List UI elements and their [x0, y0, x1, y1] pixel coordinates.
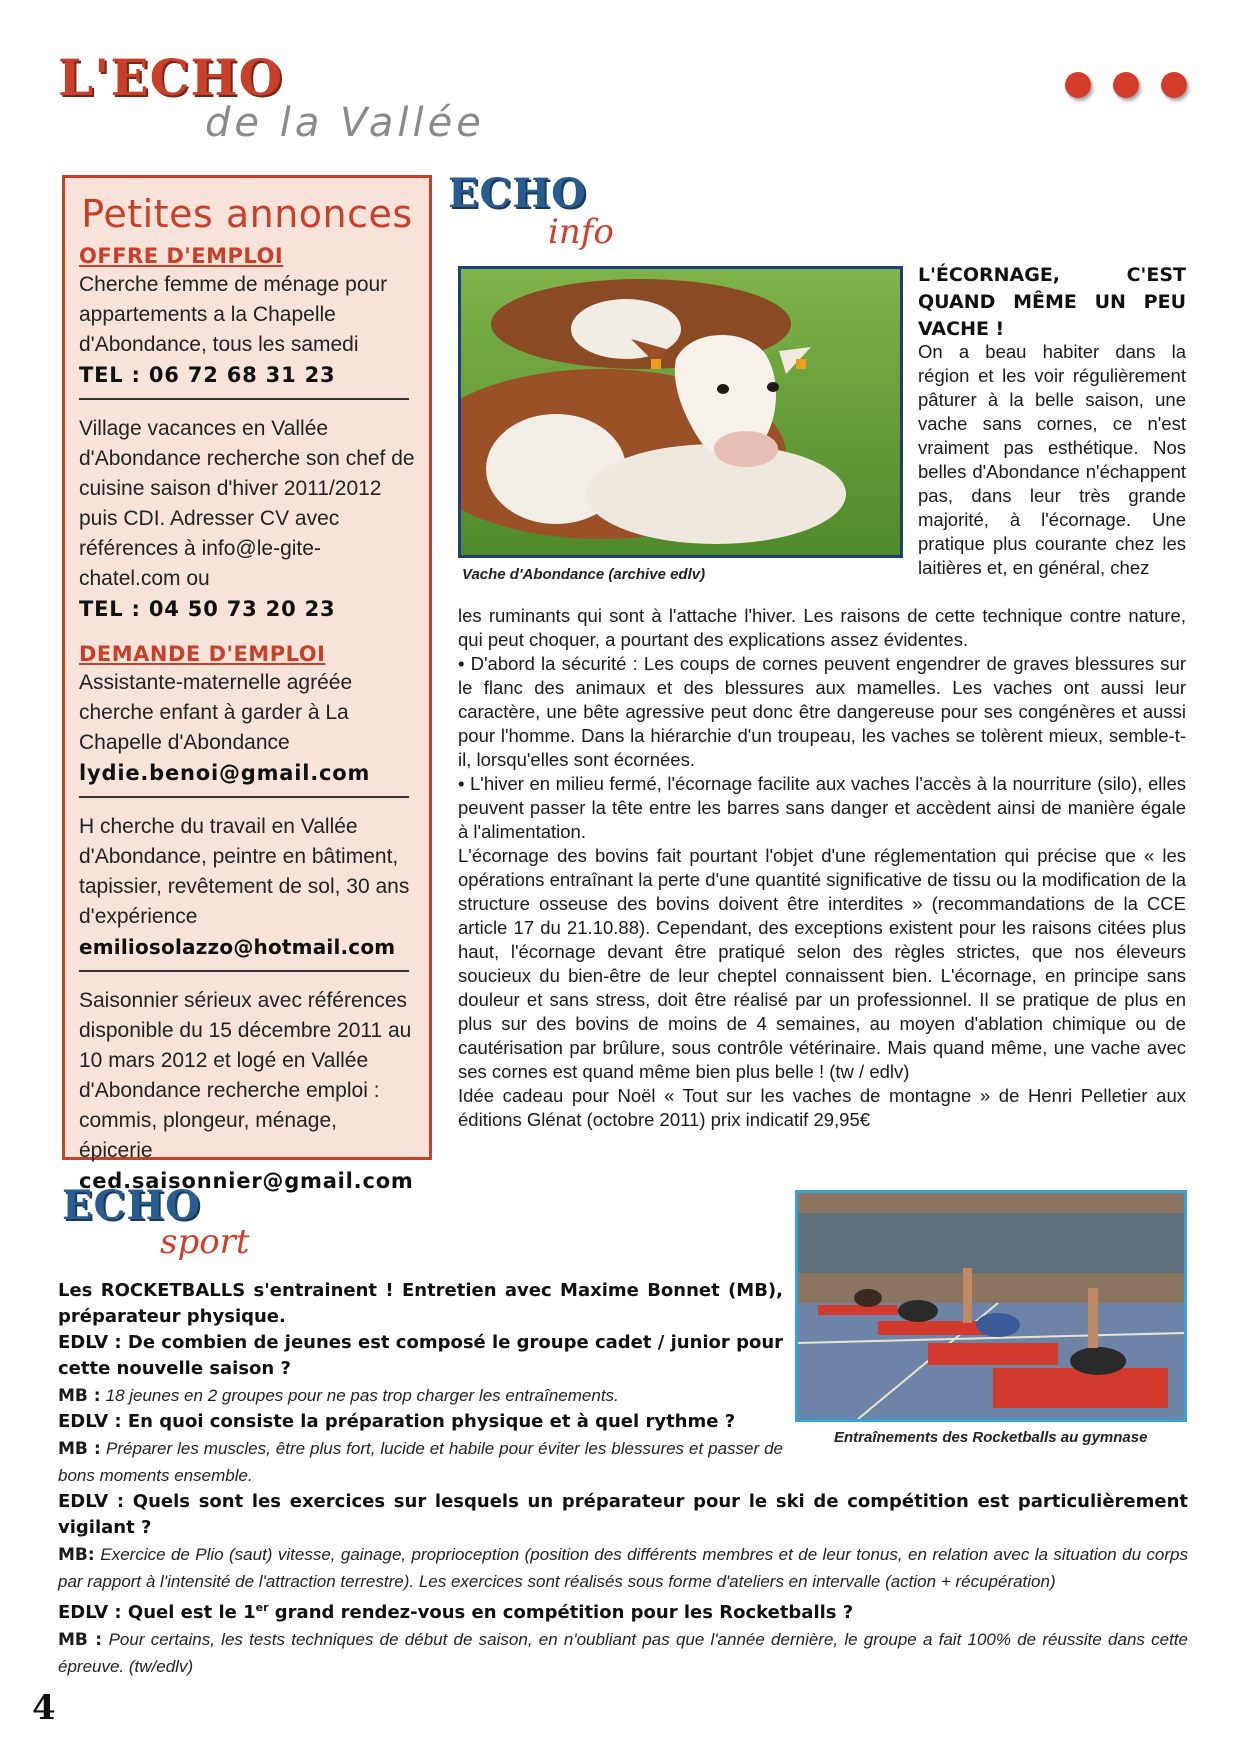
answer-label: MB : — [58, 1439, 101, 1459]
demand-heading: DEMANDE D'EMPLOI — [79, 642, 326, 666]
article-body — [458, 604, 1186, 1132]
answer-text: 18 jeunes en 2 groupes pour ne pas trop charger les entraînements. — [105, 1386, 619, 1405]
echo-sport-heading: ECHO — [62, 1182, 201, 1229]
interview-question: EDLV : Quels sont les exercices sur lesquels un préparateur pour le ski de compétition est particulièrement vigilant ? — [58, 1491, 1188, 1538]
dot-icon — [1161, 72, 1187, 98]
decorative-dots — [1065, 72, 1187, 98]
masthead-title: L'ECHO — [58, 48, 284, 107]
echo-info-subheading: info — [548, 212, 614, 252]
answer-text: Pour certains, les tests techniques de début de saison, en n'oubliant pas que l'année dernière, le groupe a fait 100% de réussite dans cette épreuve. (tw/edlv) — [58, 1630, 1188, 1676]
dot-icon — [1113, 72, 1139, 98]
demand-2-contact[interactable]: emiliosolazzo@hotmail.com — [79, 935, 396, 959]
demand-3-contact[interactable]: ced.saisonnier@gmail.com — [79, 1169, 414, 1193]
cow-photo — [458, 266, 903, 558]
interview-question: EDLV : En quoi consiste la préparation physique et à quel rythme ? — [58, 1411, 736, 1432]
classifieds-box — [62, 175, 432, 1193]
interview-question: EDLV : De combien de jeunes est composé le groupe cadet / junior pour cette nouvelle saison ? — [58, 1332, 784, 1379]
cow-image-icon — [461, 269, 900, 555]
answer-text: Exercice de Plio (saut) vitesse, gainage, proprioception (position des différents membres et de leur tonus, en relation avec la situation du corps par rapport à l'intensité de l'attraction terrestre). Les exercices sont réalisés sous forme d'ateliers en intervalle (action + récupération) — [58, 1545, 1188, 1591]
interview-answer — [58, 1541, 1188, 1595]
demand-1-contact[interactable]: lydie.benoi@gmail.com — [79, 761, 371, 785]
echo-info-heading: ECHO — [448, 170, 587, 217]
answer-label: MB : — [58, 1386, 101, 1406]
article-paragraph: • L'hiver en milieu fermé, l'écornage facilite aux vaches l'accès à la nourriture (silo), elles peuvent passer la tête entre les barres sans danger et accèdent ainsi de manière égale à l'alimentation. — [458, 773, 1186, 842]
article-paragraph: les ruminants qui sont à l'attache l'hiver. Les raisons de cette technique contre nature, qui peut choquer, a pourtant des explications assez évidentes. — [458, 605, 1186, 650]
offer-1-contact: TEL : 06 72 68 31 23 — [79, 363, 336, 387]
question-text: EDLV : Quel est le 1 — [58, 1602, 256, 1623]
sport-interview — [58, 1278, 1188, 1680]
interview-question — [58, 1595, 1188, 1626]
demand-2-text: H cherche du travail en Vallée d'Abondance, peintre en bâtiment, tapissier, revêtement de sol, 30 ans d'expérience — [79, 815, 410, 928]
interview-intro: Les ROCKETBALLS s'entrainent ! Entretien avec Maxime Bonnet (MB), préparateur physique. — [58, 1280, 783, 1327]
interview-answer — [58, 1435, 783, 1489]
page-number: 4 — [32, 1688, 56, 1728]
demand-1-text: Assistante-maternelle agréée cherche enfant à garder à La Chapelle d'Abondance — [79, 671, 353, 754]
article-paragraph: • D'abord la sécurité : Les coups de cornes peuvent engendrer de graves blessures sur le flanc des animaux et des blessures aux mamelles. Les vaches ont aussi leur caractère, une bête agressive peut donc être dangereuse pour ses congénères et aussi pour l'homme. Dans la hiérarchie d'un troupeau, les vaches se tolèrent mieux, semble-t-il, lorsqu'elles sont écornées. — [458, 653, 1186, 770]
cow-photo-caption: Vache d'Abondance (archive edlv) — [462, 566, 706, 583]
echo-sport-subheading: sport — [160, 1222, 250, 1262]
offer-heading: OFFRE D'EMPLOI — [79, 244, 284, 268]
classifieds-title: Petites annonces — [81, 192, 413, 236]
dot-icon — [1065, 72, 1091, 98]
offer-2-contact: TEL : 04 50 73 20 23 — [79, 597, 336, 621]
interview-answer — [58, 1626, 1188, 1680]
interview-answer — [58, 1382, 783, 1409]
question-text: grand rendez-vous en compétition pour les Rocketballs ? — [268, 1602, 854, 1623]
divider — [79, 398, 409, 400]
article-paragraph: L'écornage des bovins fait pourtant l'objet d'une réglementation qui précise que « les opérations entraînant la perte d'une quantité significative de tissu ou la modification de la structure osseuse des bovins doivent être interdites » (recommandations de la CCE article 17 du 21.10.88). Cependant, des exceptions existent pour les raisons citées plus haut, l'écornage devant être pratiqué selon des règles strictes, que nos éleveurs soucieux du bien-être de leur cheptel connaissent bien. L'écornage, en principe sans douleur et sans stress, doit être réalisé par un professionnel. Il se pratique de plus en plus sur des bovins de moins de 4 semaines, au moyen d'ablation chimique ou de cautérisation par brûlure, sous contrôle vétérinaire. Mais quand même, une vache avec ses cornes est quand même bien plus belle ! (tw / edlv) — [458, 845, 1186, 1082]
article-intro: On a beau habiter dans la région et les voir régulièrement pâturer à la belle saison, une vache sans cornes, ce n'est vraiment pas esthétique. Nos belles d'Abondance n'échappent pas, dans leur très grande majorité, à l'écornage. Une pratique plus courante chez les laitières et, en général, chez — [918, 341, 1186, 578]
answer-text: Préparer les muscles, être plus fort, lucide et habile pour éviter les blessures et passer de bons moments ensemble. — [58, 1439, 783, 1485]
demand-3-text: Saisonnier sérieux avec références disponible du 15 décembre 2011 au 10 mars 2012 et logé en Vallée d'Abondance recherche emploi : commis, plongeur, ménage, épicerie — [79, 989, 412, 1162]
article-headline: L'ÉCORNAGE, C'EST QUAND MÊME UN PEU VACHE ! — [918, 264, 1186, 340]
answer-label: MB: — [58, 1545, 95, 1565]
masthead-subtitle: de la Vallée — [205, 100, 485, 146]
divider — [79, 970, 409, 972]
offer-1-text: Cherche femme de ménage pour appartements a la Chapelle d'Abondance, tous les samedi — [79, 273, 388, 356]
gym-photo-caption: Entraînements des Rocketballs au gymnase — [834, 1429, 1148, 1446]
offer-2-text: Village vacances en Vallée d'Abondance recherche son chef de cuisine saison d'hiver 2011/2012 puis CDI. Adresser CV avec références à info@le-gite-chatel.com ou — [79, 417, 415, 590]
question-superscript: er — [255, 1601, 269, 1614]
article-paragraph: Idée cadeau pour Noël « Tout sur les vaches de montagne » de Henri Pelletier aux éditions Glénat (octobre 2011) prix indicatif 29,95€ — [458, 1085, 1186, 1130]
answer-label: MB : — [58, 1630, 103, 1650]
divider — [79, 796, 409, 798]
